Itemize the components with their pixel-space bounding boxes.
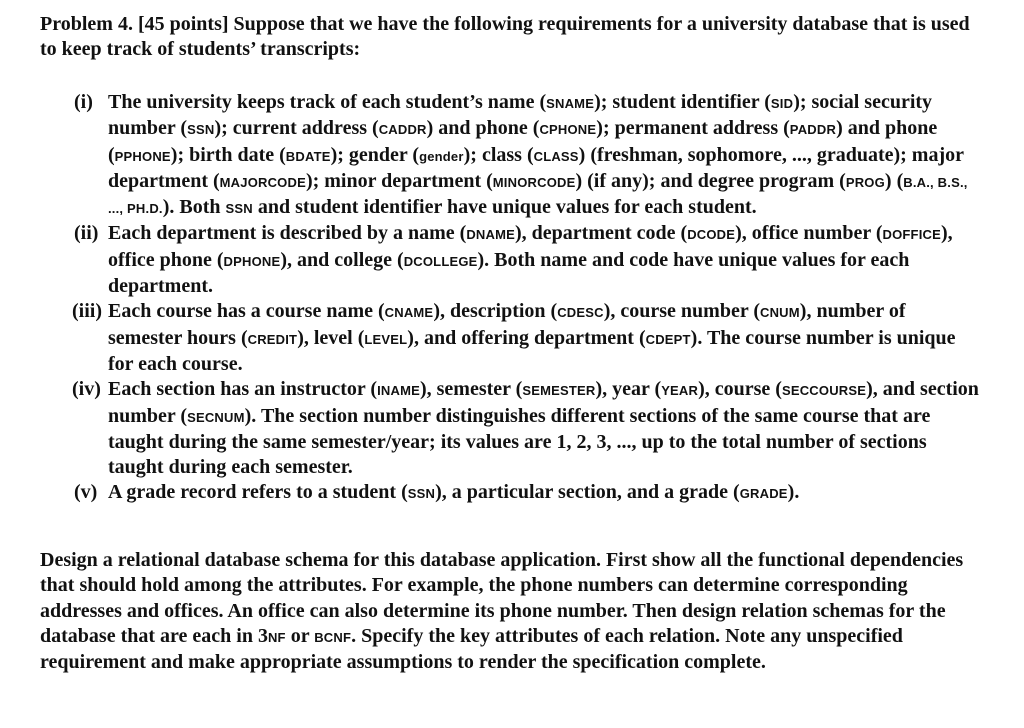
- text-run: Each department is described by a name (: [108, 222, 467, 245]
- text-run: ), and section number (: [108, 378, 979, 427]
- attribute-code: SNAME: [546, 96, 595, 111]
- text-run: ); class (: [463, 143, 534, 166]
- requirement-text: [108, 222, 953, 297]
- text-run: ); minor department (: [305, 169, 493, 192]
- attribute-code: PROG: [845, 174, 885, 190]
- text-run: Each course has a course name (: [108, 300, 385, 323]
- text-run: ) (freshman, sophomore, ..., graduate); major department (: [108, 143, 964, 192]
- attribute-code: PADDR: [789, 122, 837, 138]
- requirement-marker: (ii): [74, 222, 99, 245]
- text-run: and student identifier have unique values for each student.: [252, 196, 757, 219]
- text-run: ), office number (: [735, 222, 883, 245]
- text-run: Each section has an instructor (: [108, 378, 378, 401]
- requirement-text: [108, 91, 968, 218]
- attribute-code: YEAR: [661, 383, 699, 399]
- attribute-code: SSN: [187, 122, 215, 138]
- attribute-code: CNAME: [384, 305, 434, 321]
- requirements-list: [40, 90, 980, 507]
- text-run: ) (: [884, 169, 904, 192]
- text-run: ); social security number (: [108, 91, 933, 140]
- attribute-code: SSN: [225, 201, 253, 217]
- text-run: ); permanent address (: [596, 117, 790, 140]
- closing-paragraph: [40, 548, 980, 675]
- text-run: ), office phone (: [108, 222, 953, 271]
- text-run: Design a relational database schema for this database application. First show all the functional dependencies that should hold among the attributes. For example, the phone numbers can determine corresponding addresses and offices. An office can also determine its phone number. Then design relation schemas for the database that are each in 3: [40, 549, 964, 647]
- attribute-code: SID: [770, 96, 794, 111]
- requirement-item: [40, 377, 980, 480]
- text-run: ). Both: [162, 196, 226, 219]
- attribute-code: DNAME: [466, 227, 515, 243]
- requirement-text: [108, 378, 979, 478]
- attribute-code: CLASS: [533, 148, 579, 164]
- attribute-code: SECCOURSE: [781, 383, 867, 399]
- attribute-code: DCODE: [687, 227, 736, 243]
- requirement-item: [40, 299, 980, 377]
- attribute-code: DPHONE: [223, 253, 281, 269]
- problem-heading: Problem 4. [45 points] Suppose that we have the following requirements for a university database that is used to keep track of students’ transcripts:: [40, 13, 970, 61]
- attribute-code: MINORCODE: [492, 174, 576, 190]
- text-run: ), description (: [433, 300, 558, 323]
- text-run: or: [285, 624, 315, 647]
- text-run: ), and college (: [280, 248, 404, 271]
- text-run: ), number of semester hours (: [108, 300, 906, 349]
- attribute-code: DCOLLEGE: [403, 253, 478, 269]
- requirement-item: [40, 480, 980, 506]
- requirement-marker: (i): [74, 91, 93, 113]
- attribute-code: BDATE: [285, 148, 331, 164]
- text-run: ) (if any); and degree program (: [575, 169, 846, 192]
- attribute-code: CPHONE: [539, 122, 597, 138]
- attribute-code: DOFFICE: [882, 227, 941, 243]
- text-run: ), a particular section, and a grade (: [435, 481, 740, 504]
- requirement-marker: (iii): [72, 300, 102, 323]
- text-run: A grade record refers to a student (: [108, 481, 408, 504]
- text-run: . Specify the key attributes of each relation. Note any unspecified requirement and make appropriate assumptions to render the specification complete.: [40, 624, 903, 674]
- text-run: ). The section number distinguishes different sections of the same course that are taught during the same semester/year; its values are 1, 2, 3, ..., up to the total number of sections taught during each semester.: [108, 404, 931, 479]
- attribute-code: SEMESTER: [522, 383, 596, 399]
- text-run: ); birth date (: [170, 143, 286, 166]
- text-run: ), year (: [595, 378, 662, 401]
- attribute-code: CNUM: [760, 305, 800, 321]
- attribute-code: SSN: [407, 486, 436, 502]
- text-run: ) and phone (: [108, 117, 938, 166]
- requirement-text: [108, 481, 799, 503]
- text-run: ) and phone (: [426, 117, 540, 140]
- attribute-code: LEVEL: [364, 331, 408, 347]
- text-run: ), semester (: [419, 378, 523, 401]
- attribute-code: BCNF: [314, 629, 352, 645]
- attribute-code: NF: [267, 629, 286, 645]
- text-run: ); current address (: [214, 117, 379, 140]
- text-run: ); student identifier (: [594, 91, 771, 113]
- text-run: The university keeps track of each student’s name (: [108, 91, 547, 113]
- text-run: ), course number (: [603, 300, 760, 323]
- attribute-code: CDESC: [557, 305, 604, 321]
- text-run: ). The course number is unique for each course.: [108, 326, 956, 375]
- text-run: ), course (: [698, 378, 782, 401]
- text-run: ). Both name and code have unique values for each department.: [108, 248, 910, 298]
- text-run: ), department code (: [515, 222, 688, 245]
- attribute-code: B.A., B.S., ..., PH.D.: [108, 174, 968, 217]
- attribute-code: MAJORCODE: [219, 174, 306, 190]
- attribute-code: INAME: [377, 383, 420, 399]
- requirement-item: [40, 221, 980, 299]
- text-run: ), level (: [297, 326, 365, 349]
- attribute-code: CDEPT: [645, 331, 691, 347]
- requirement-marker: (iv): [72, 378, 101, 401]
- requirement-marker: (v): [74, 481, 98, 504]
- attribute-code: CADDR: [378, 122, 427, 138]
- attribute-code: GRADE: [739, 486, 788, 502]
- text-run: ); gender (: [330, 143, 420, 166]
- text-run: ).: [787, 481, 800, 504]
- attribute-code: PPHONE: [114, 148, 171, 164]
- text-run: ), and offering department (: [407, 326, 646, 349]
- attribute-code: CREDIT: [247, 331, 298, 347]
- attribute-code: gender: [419, 148, 464, 164]
- requirement-item: [40, 90, 980, 221]
- requirement-text: [108, 300, 956, 375]
- attribute-code: SECNUM: [187, 409, 245, 425]
